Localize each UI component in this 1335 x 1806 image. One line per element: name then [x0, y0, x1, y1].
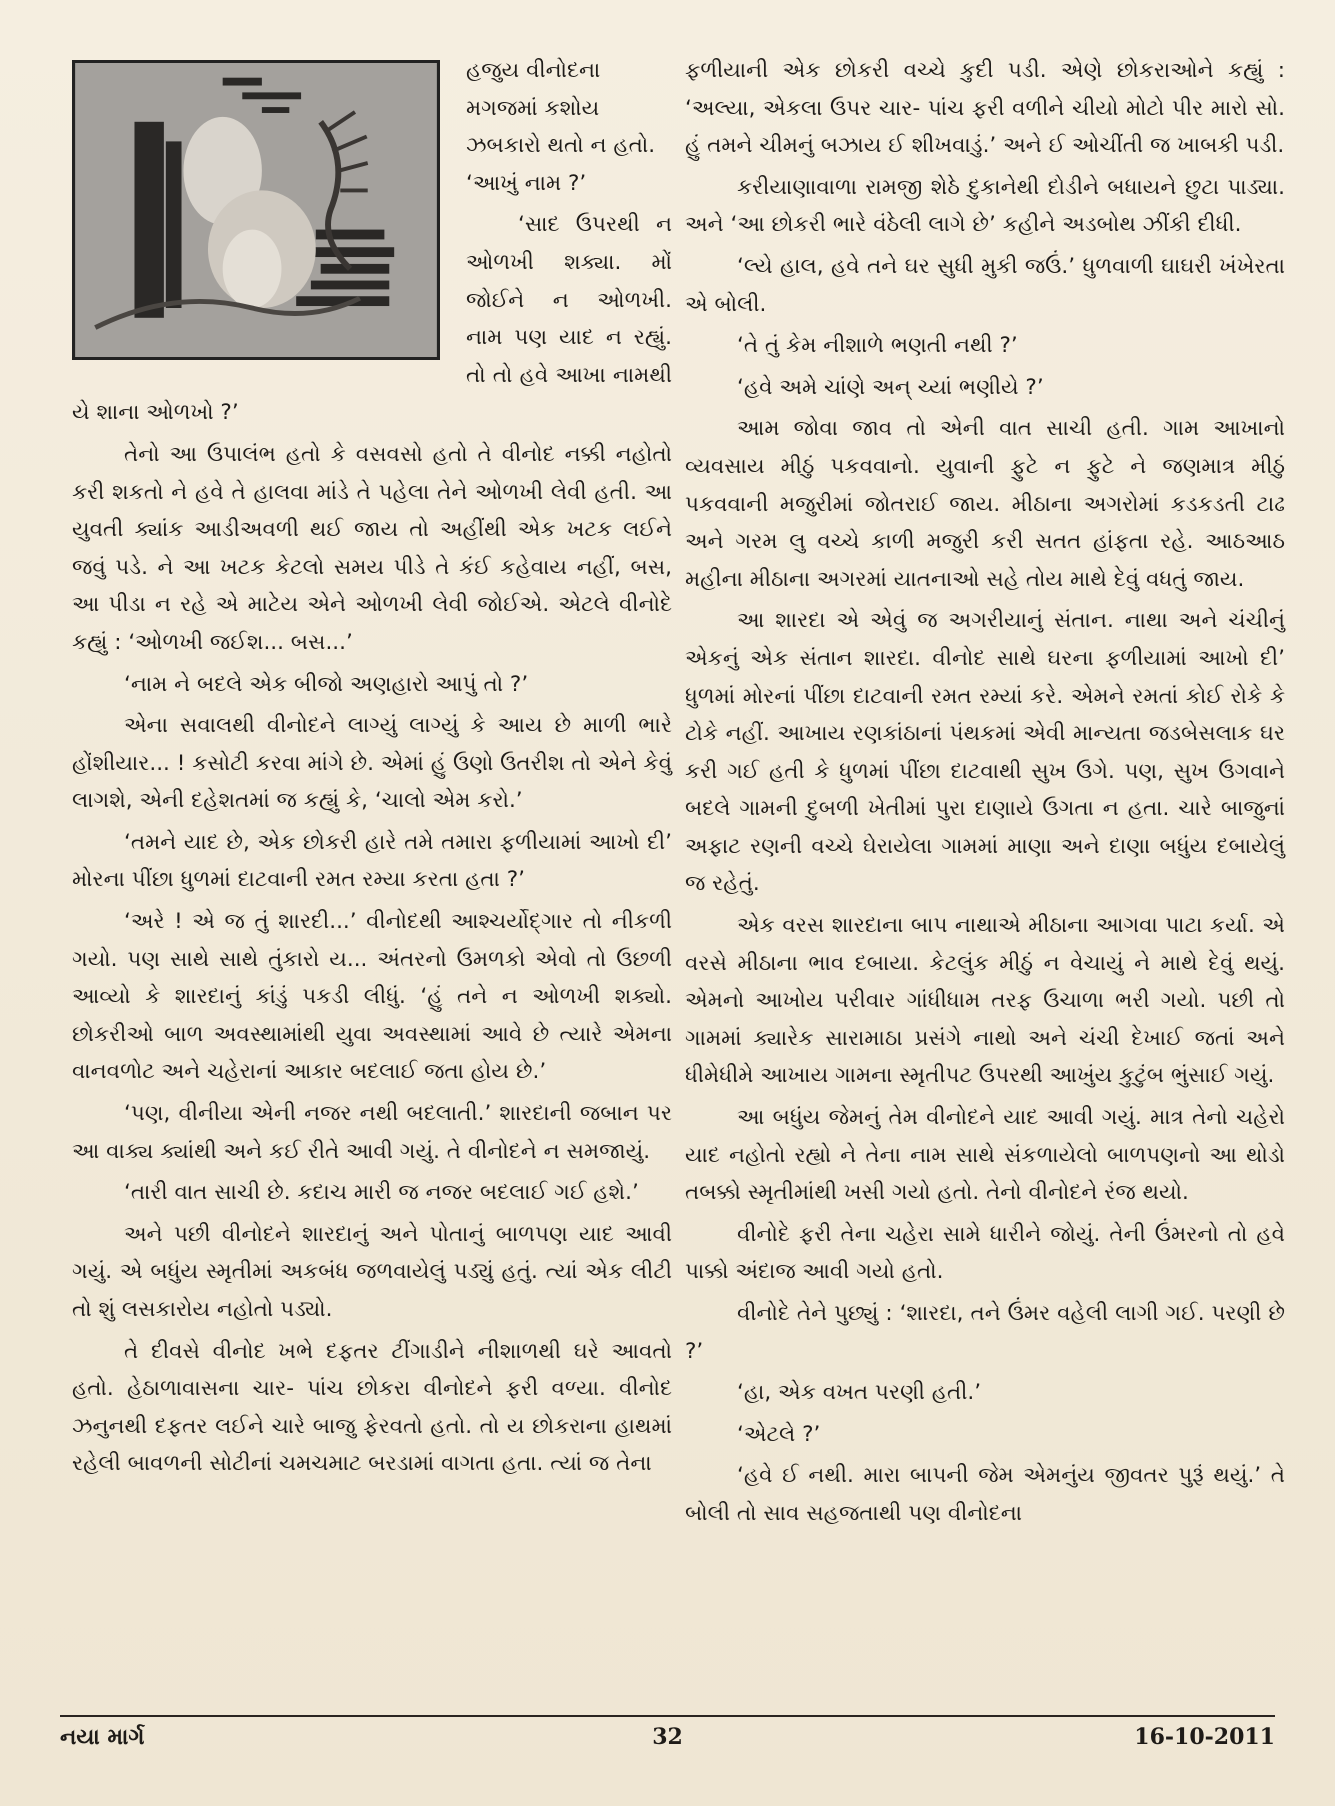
- paragraph: આ બધુંય જેમનું તેમ વીનોદને યાદ આવી ગયું. માત્ર તેનો ચહેરો યાદ નહોતો રહ્યો ને તેના નામ સાથે સંકળાયેલો બાળપણનો આ થોડો તબક્કો સ્મૃતીમાંથી ખસી ગયો હતો. તેનો વીનોદને રંજ થયો.: [685, 1105, 1285, 1206]
- footer-divider: [60, 1715, 1275, 1717]
- magazine-name: નયા માર્ગ: [60, 1724, 145, 1750]
- paragraph: તે દીવસે વીનોદ ખભે દફતર ટીંગાડીને નીશાળથી ઘરે આવતો હતો. હેઠાળાવાસના ચાર- પાંચ છોકરા વીનોદને ફરી વળ્યા. વીનોદ ઝનુનથી દફતર લઈને ચારે બાજુ ફેરવતો હતો. તો ય છોકરાના હાથમાં રહેલી બાવળની સોટીનાં ચમચમાટ બરડામાં વાગતા હતા. ત્યાં જ તેના: [72, 1338, 672, 1477]
- paragraph: વીનોદે ફરી તેના ચહેરા સામે ધારીને જોયું. તેની ઉંમરનો તો હવે પાક્કો અંદાજ આવી ગયો હતો.: [685, 1221, 1285, 1285]
- page-footer: [60, 1724, 1275, 1764]
- paragraph: ‘લ્યે હાલ, હવે તને ઘર સુધી મુકી જઉં.’ ધુળવાળી ઘાઘરી ખંખેરતા એ બોલી.: [685, 253, 1285, 317]
- paragraph-wrap-2: ‘સાદ ઉપરથી ન ઓળખી શક્યા. મોં જોઈને ન ઓળખી. નામ પણ યાદ ન રહ્યું. તો તો હવે આખા નામથી યે શાના ઓળખો ?’: [72, 212, 672, 426]
- left-column: [72, 52, 672, 1487]
- paragraph: ‘હવે ઈ નથી. મારા બાપની જેમ એમનુંય જીવતર પુરૂં થયું.’ તે બોલી તો સાવ સહજતાથી પણ વીનોદના: [685, 1463, 1285, 1526]
- issue-date: 16-10-2011: [1134, 1724, 1275, 1750]
- paragraph: ફળીયાની એક છોકરી વચ્ચે કુદી પડી. એણે છોકરાઓને કહ્યું : ‘અલ્યા, એકલા ઉપર ચાર- પાંચ ફરી વળીને ચીયો મોટો પીર મારો સો. હું તમને ચીમનું બઝાય ઈ શીખવાડું.’ અને ઈ ઓચીંતી જ ખાબકી પડી.: [685, 58, 1285, 159]
- paragraph: ‘હા, એક વખત પરણી હતી.’: [737, 1380, 982, 1406]
- paragraph: ‘તારી વાત સાચી છે. કદાચ મારી જ નજર બદલાઈ ગઈ હશે.’: [124, 1180, 639, 1206]
- paragraph: આ શારદા એ એવું જ અગરીયાનું સંતાન. નાથા અને ચંચીનું એકનું એક સંતાન શારદા. વીનોદ સાથે ઘરના ફળીયામાં આખો દી’ ધુળમાં મોરનાં પીંછા દાટવાની રમત રમ્યાં કરે. એમને રમતાં કોઈ રોકે કે ટોકે નહીં. આખાય રણકાંઠાનાં પંથકમાં એવી માન્યતા જડબેસલાક ઘર કરી ગઈ હતી કે ધુળમાં પીંછા દાટવાથી સુખ ઉગે. પણ, સુખ ઉગવાને બદલે ગામની દુબળી ખેતીમાં પુરા દાણાયે ઉગતા ન હતા. ચારે બાજુનાં અફાટ રણની વચ્ચે ઘેરાયેલા ગામમાં માણા અને દાણા બધુંય દબાયેલું જ રહેતું.: [685, 608, 1285, 897]
- paragraph: તેનો આ ઉપાલંભ હતો કે વસવસો હતો તે વીનોદ નક્કી નહોતો કરી શકતો ને હવે તે હાલવા માંડે તે પહેલા તેને ઓળખી લેવી હતી. આ યુવતી ક્યાંક આડીઅવળી થઈ જાય તો અહીંથી એક ખટક લઈને જવું પડે. ને આ ખટક કેટલો સમય પીડે તે કંઈ કહેવાય નહીં, બસ, આ પીડા ન રહે એ માટેય એને ઓળખી લેવી જોઈએ. એટલે વીનોદે કહ્યું : ‘ઓળખી જઈશ... બસ...’: [72, 441, 672, 655]
- paragraph: ‘નામ ને બદલે એક બીજો અણહારો આપું તો ?’: [124, 671, 529, 697]
- story-illustration: [72, 60, 440, 360]
- illustration-sketch: [75, 63, 437, 357]
- paragraph: આમ જોવા જાવ તો એની વાત સાચી હતી. ગામ આખાનો વ્યવસાય મીઠું પકવવાનો. યુવાની ફુટે ન ફુટે ને જણમાત્ર મીઠું પકવવાની મજુરીમાં જોતરાઈ જાય. મીઠાના અગરોમાં કડકડતી ટાઢ અને ગરમ લુ વચ્ચે કાળી મજુરી કરી સતત હાંફતા રહે. આઠઆઠ મહીના મીઠાના અગરમાં યાતનાઓ સહે તોય માથે દેવું વધતું જાય.: [685, 416, 1285, 592]
- paragraph: ‘અરે ! એ જ તું શારદી...’ વીનોદથી આશ્ચર્યોદ્ગાર તો નીકળી ગયો. પણ સાથે સાથે તુંકારો ય... અંતરનો ઉમળકો એવો તો ઉછળી આવ્યો કે શારદાનું કાંડું પકડી લીધું. ‘હું તને ન ઓળખી શક્યો. છોકરીઓ બાળ અવસ્થામાંથી યુવા અવસ્થામાં આવે છે ત્યારે એમના વાનવળોટ અને ચહેરાનાં આકાર બદલાઈ જતા હોય છે.’: [72, 909, 672, 1085]
- paragraph: અને પછી વીનોદને શારદાનું અને પોતાનું બાળપણ યાદ આવી ગયું. એ બધુંય સ્મૃતીમાં અકબંધ જળવાયેલું પડ્યું હતું. ત્યાં એક લીટી તો શું લસકારોય નહોતો પડ્યો.: [72, 1221, 672, 1322]
- paragraph: ‘હવે અમે ચાંણે અન્‌ ચ્યાં ભણીયે ?’: [737, 374, 1044, 400]
- paragraph: કરીયાણાવાળા રામજી શેઠે દુકાનેથી દોડીને બધાયને છુટા પાડ્યા. અને ‘આ છોકરી ભારે વંઠેલી લાગે છે’ કહીને અડબોથ ઝીંકી દીધી.: [685, 174, 1285, 238]
- paragraph-wrap-1: હજુય વીનોદના મગજમાં કશોય ઝબકારો થતો ન હતો. ‘આખું નામ ?’: [466, 58, 656, 196]
- page-number: 32: [652, 1724, 683, 1750]
- paragraph: એના સવાલથી વીનોદને લાગ્યું લાગ્યું કે આય છે માળી ભારે હોંશીયાર... ! કસોટી કરવા માંગે છે. એમાં હું ઉણો ઉતરીશ તો એને કેવું લાગશે, એની દહેશતમાં જ કહ્યું કે, ‘ચાલો એમ કરો.’: [72, 713, 672, 814]
- paragraph: વીનોદે તેને પુછ્યું : ‘શારદા, તને ઉંમર વહેલી લાગી ગઈ. પરણી છે ?’: [685, 1301, 1285, 1364]
- paragraph: ‘તમને યાદ છે, એક છોકરી હારે તમે તમારા ફળીયામાં આખો દી’ મોરના પીંછા ધુળમાં દાટવાની રમત રમ્યા કરતા હતા ?’: [72, 829, 672, 893]
- paragraph: ‘તે તું કેમ નીશાળે ભણતી નથી ?’: [737, 333, 1018, 359]
- paragraph: ‘પણ, વીનીયા એની નજર નથી બદલાતી.’ શારદાની જબાન પર આ વાક્ય ક્યાંથી અને કઈ રીતે આવી ગયું. તે વીનોદને ન સમજાયું.: [72, 1101, 672, 1164]
- right-column: [685, 52, 1285, 1537]
- paragraph: ‘એટલે ?’: [737, 1421, 821, 1447]
- paragraph: એક વરસ શારદાના બાપ નાથાએ મીઠાના આગવા પાટા કર્યા. એ વરસે મીઠાના ભાવ દબાયા. કેટલુંક મીઠું ન વેચાયું ને માથે દેવું થયું. એમનો આખોય પરીવાર ગાંધીધામ તરફ ઉચાળા ભરી ગયો. પછી તો ગામમાં ક્યારેક સારામાઠા પ્રસંગે નાથો અને ચંચી દેખાઈ જતાં અને ધીમેધીમે આખાય ગામના સ્મૃતીપટ ઉપરથી આખુંય કુટુંબ ભુંસાઈ ગયું.: [685, 913, 1285, 1089]
